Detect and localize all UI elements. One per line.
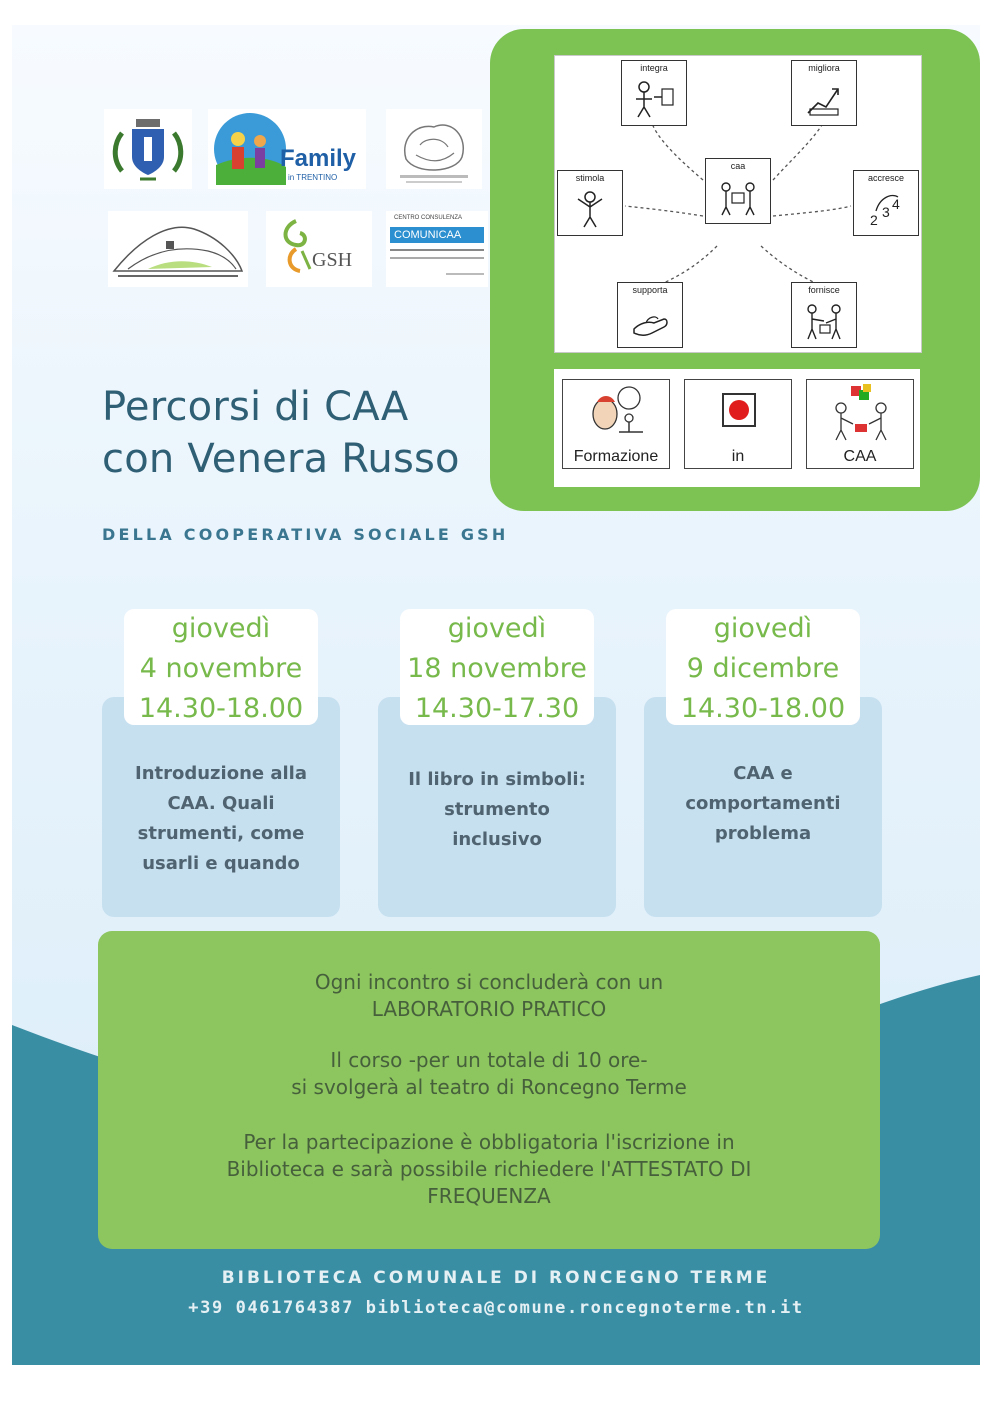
title-line-2: con Venera Russo (102, 436, 460, 482)
info-line: FREQUENZA (427, 1184, 551, 1208)
caa-communication-icon (718, 177, 758, 217)
info-line: Per la partecipazione è obbligatoria l'iscrizione in (243, 1130, 735, 1154)
session-day: giovedì (713, 613, 813, 644)
info-line: Biblioteca e sarà possibile richiedere l'ATTESTATO DI (226, 1157, 752, 1181)
session-card-1 (102, 609, 340, 919)
info-paragraph-workshop (118, 969, 860, 1023)
session-topic-line: inclusivo (452, 829, 542, 850)
footer-contact[interactable]: +39 0461764387 biblioteca@comune.roncegnoterme.tn.it (188, 1298, 804, 1318)
library-drawing-logo (386, 109, 482, 189)
symbol-card-fornisce (791, 282, 857, 348)
session-topic-line: Introduzione alla (135, 763, 307, 784)
session-card-3 (644, 609, 882, 919)
in-dot-icon (711, 384, 767, 444)
symbol-card-migliora (791, 60, 857, 126)
session-date-header (666, 609, 860, 725)
session-date: 18 novembre (407, 653, 587, 684)
svg-text:3: 3 (882, 204, 890, 220)
session-day: giovedì (171, 613, 271, 644)
info-line: LABORATORIO PRATICO (371, 997, 607, 1021)
fornisce-people-icon (804, 301, 844, 341)
info-paragraph-registration (138, 1129, 840, 1210)
session-topic-line: CAA. Quali (167, 793, 275, 814)
session-topic-line: Il libro in simboli: (408, 769, 586, 790)
strip-card-in (684, 379, 792, 469)
gsh-logo-word: GSH (312, 249, 353, 271)
strip-card-label: Formazione (573, 448, 659, 465)
symbol-card-accresce (853, 170, 919, 236)
session-card-2 (378, 609, 616, 919)
info-box (98, 931, 880, 1249)
family-logo-word: Family (280, 145, 357, 172)
session-date-header (124, 609, 318, 725)
session-topic-line: usarli e quando (142, 853, 300, 874)
stimola-person-icon (570, 189, 610, 229)
title-line-1: Percorsi di CAA (102, 384, 409, 430)
supporta-hand-icon (630, 301, 670, 341)
session-topic (116, 759, 326, 879)
landscape-drawing-logo (108, 211, 248, 287)
comunicaa-line-3 (446, 273, 484, 275)
strip-card-caa (806, 379, 914, 469)
session-time: 14.30-17.30 (414, 693, 580, 724)
info-line: Il corso -per un totale di 10 ore- (330, 1048, 648, 1072)
svg-text:2: 2 (870, 212, 878, 228)
caa-people-cards-icon (833, 384, 889, 444)
symbol-card-supporta (617, 282, 683, 348)
comunicaa-top-text: CENTRO CONSULENZA (394, 215, 463, 221)
comunicaa-line-1 (390, 249, 484, 251)
migliora-graph-icon (804, 79, 844, 119)
subtitle: DELLA COOPERATIVA SOCIALE GSH (102, 525, 509, 544)
comunicaa-line-2 (390, 257, 484, 259)
session-topic-line: comportamenti (685, 793, 841, 814)
session-day: giovedì (447, 613, 547, 644)
symbol-card-label: fornisce (808, 285, 840, 295)
svg-text:4: 4 (892, 196, 900, 212)
symbol-sentence-strip (554, 369, 920, 487)
symbol-card-label: caa (730, 161, 746, 171)
symbol-panel (490, 29, 980, 511)
symbol-card-integra (621, 60, 687, 126)
symbol-card-label: accresce (867, 173, 904, 183)
poster (12, 25, 980, 1365)
info-line: si svolgerà al teatro di Roncegno Terme (291, 1075, 687, 1099)
symbol-card-label: stimola (575, 173, 605, 183)
accresce-numbers-icon (866, 189, 906, 229)
comunicaa-logo (386, 211, 488, 287)
session-date: 9 dicembre (686, 653, 840, 684)
page-title (102, 381, 460, 485)
session-topic (658, 759, 868, 849)
session-date: 4 novembre (139, 653, 303, 684)
caa-symbol-board (554, 55, 922, 353)
session-time: 14.30-18.00 (680, 693, 846, 724)
session-topic-line: strumento (444, 799, 550, 820)
symbol-card-label: integra (640, 63, 668, 73)
session-topic (392, 765, 602, 855)
info-paragraph-location (118, 1047, 860, 1101)
gsh-logo (266, 211, 372, 287)
session-topic-line: CAA e (733, 763, 793, 784)
symbol-card-label: supporta (632, 285, 668, 295)
session-topic-line: strumenti, come (137, 823, 305, 844)
strip-card-label: CAA (843, 448, 877, 465)
integra-person-icon (634, 79, 674, 119)
session-time: 14.30-18.00 (138, 693, 304, 724)
municipality-crest-logo (104, 109, 192, 189)
symbol-card-caa (705, 158, 771, 224)
formazione-teacher-icon (589, 384, 645, 444)
strip-card-label: in (731, 448, 745, 465)
session-date-header (400, 609, 594, 725)
family-logo-sub: in TRENTINO (288, 173, 338, 182)
strip-card-formazione (562, 379, 670, 469)
family-in-trentino-logo (208, 109, 366, 189)
session-topic-line: problema (714, 823, 812, 844)
footer-library-name: BIBLIOTECA COMUNALE DI RONCEGNO TERME (221, 1268, 771, 1288)
info-line: Ogni incontro si concluderà con un (314, 970, 664, 994)
comunicaa-word: COMUNICAA (394, 229, 462, 241)
symbol-card-label: migliora (808, 63, 840, 73)
symbol-card-stimola (557, 170, 623, 236)
